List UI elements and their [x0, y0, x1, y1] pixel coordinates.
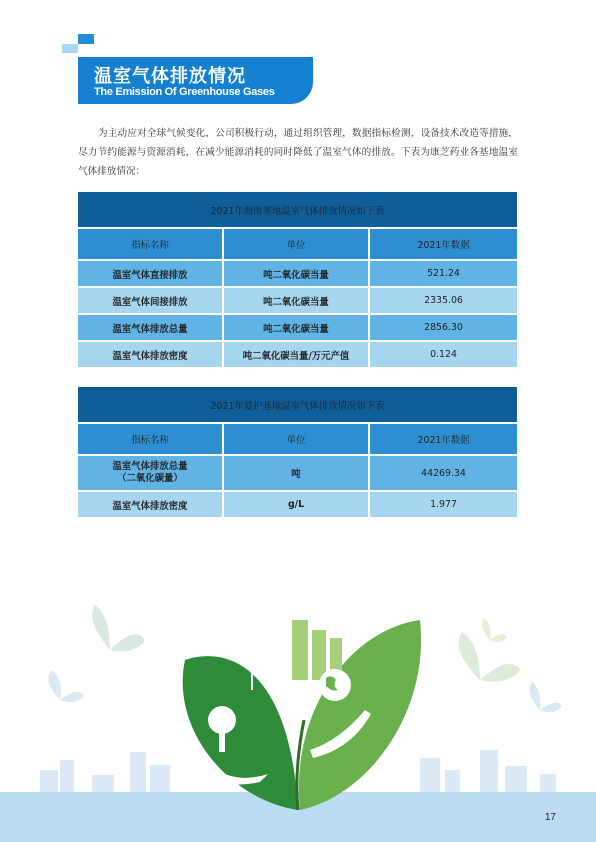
left-leaf-shape — [183, 656, 298, 810]
cell-unit: 吨 — [224, 456, 370, 490]
cell-name: 温室气体排放总量 — [78, 315, 224, 340]
butterfly-icon — [482, 618, 507, 642]
aihu-emissions-table — [78, 385, 517, 519]
butterfly-icon — [459, 632, 520, 682]
cell-unit: g/L — [224, 492, 370, 517]
globe-icon — [319, 669, 351, 701]
butterfly-icon — [529, 682, 562, 712]
table-row — [78, 261, 517, 286]
column-header-name: 指标名称 — [78, 229, 224, 259]
cell-unit: 吨二氧化碳当量 — [224, 261, 370, 286]
cell-value: 0.124 — [370, 342, 517, 367]
cell-value: 1.977 — [370, 492, 517, 517]
cell-unit: 吨二氧化碳当量 — [224, 315, 370, 340]
cell-unit: 吨二氧化碳当量 — [224, 288, 370, 313]
cell-name-line1: 温室气体排放总量 — [112, 461, 188, 472]
butterfly-icon — [48, 670, 84, 702]
cell-value: 521.24 — [370, 261, 517, 286]
cell-name: 温室气体排放密度 — [78, 342, 224, 367]
table-caption: 2021年爱护基地温室气体排放情况如下表 — [78, 387, 517, 422]
table-caption-row — [78, 387, 517, 422]
table-row — [78, 492, 517, 517]
decor-square-light — [62, 44, 78, 53]
table-header-row — [78, 229, 517, 259]
hainan-emissions-table — [78, 190, 517, 369]
table-row — [78, 288, 517, 313]
column-header-unit: 单位 — [224, 424, 370, 454]
section-title: 温室气体排放情况 — [94, 66, 246, 87]
table-caption-row — [78, 192, 517, 227]
column-header-value: 2021年数据 — [370, 424, 517, 454]
cell-name: 温室气体排放密度 — [78, 492, 224, 517]
table-row — [78, 315, 517, 340]
cell-value: 2335.06 — [370, 288, 517, 313]
cell-name-line2: （二氧化碳量） — [117, 473, 183, 484]
cell-name — [78, 456, 224, 490]
table-caption: 2021年海南基地温室气体排放情况如下表 — [78, 192, 517, 227]
section-subtitle: The Emission Of Greenhouse Gases — [94, 86, 275, 98]
column-header-name: 指标名称 — [78, 424, 224, 454]
page-number: 17 — [544, 812, 556, 823]
table-row — [78, 456, 517, 490]
column-header-value: 2021年数据 — [370, 229, 517, 259]
decor-square-dark — [78, 34, 94, 44]
cell-name: 温室气体间接排放 — [78, 288, 224, 313]
table-header-row — [78, 424, 517, 454]
cell-value: 44269.34 — [370, 456, 517, 490]
cell-value: 2856.30 — [370, 315, 517, 340]
column-header-unit: 单位 — [224, 229, 370, 259]
table-row — [78, 342, 517, 367]
intro-paragraph: 为主动应对全球气候变化，公司积极行动，通过组织管理，数据指标检测，设备技术改造等措施，尽力节约能源与资源消耗，在减少能源消耗的同时降低了温室气体的排放。下表为康芝药业各基地温室气体排放情况： — [78, 128, 518, 177]
butterfly-icon — [92, 605, 145, 651]
cell-unit: 吨二氧化碳当量/万元产值 — [224, 342, 370, 367]
cell-name: 温室气体直接排放 — [78, 261, 224, 286]
eco-leaves-illustration — [0, 560, 596, 842]
